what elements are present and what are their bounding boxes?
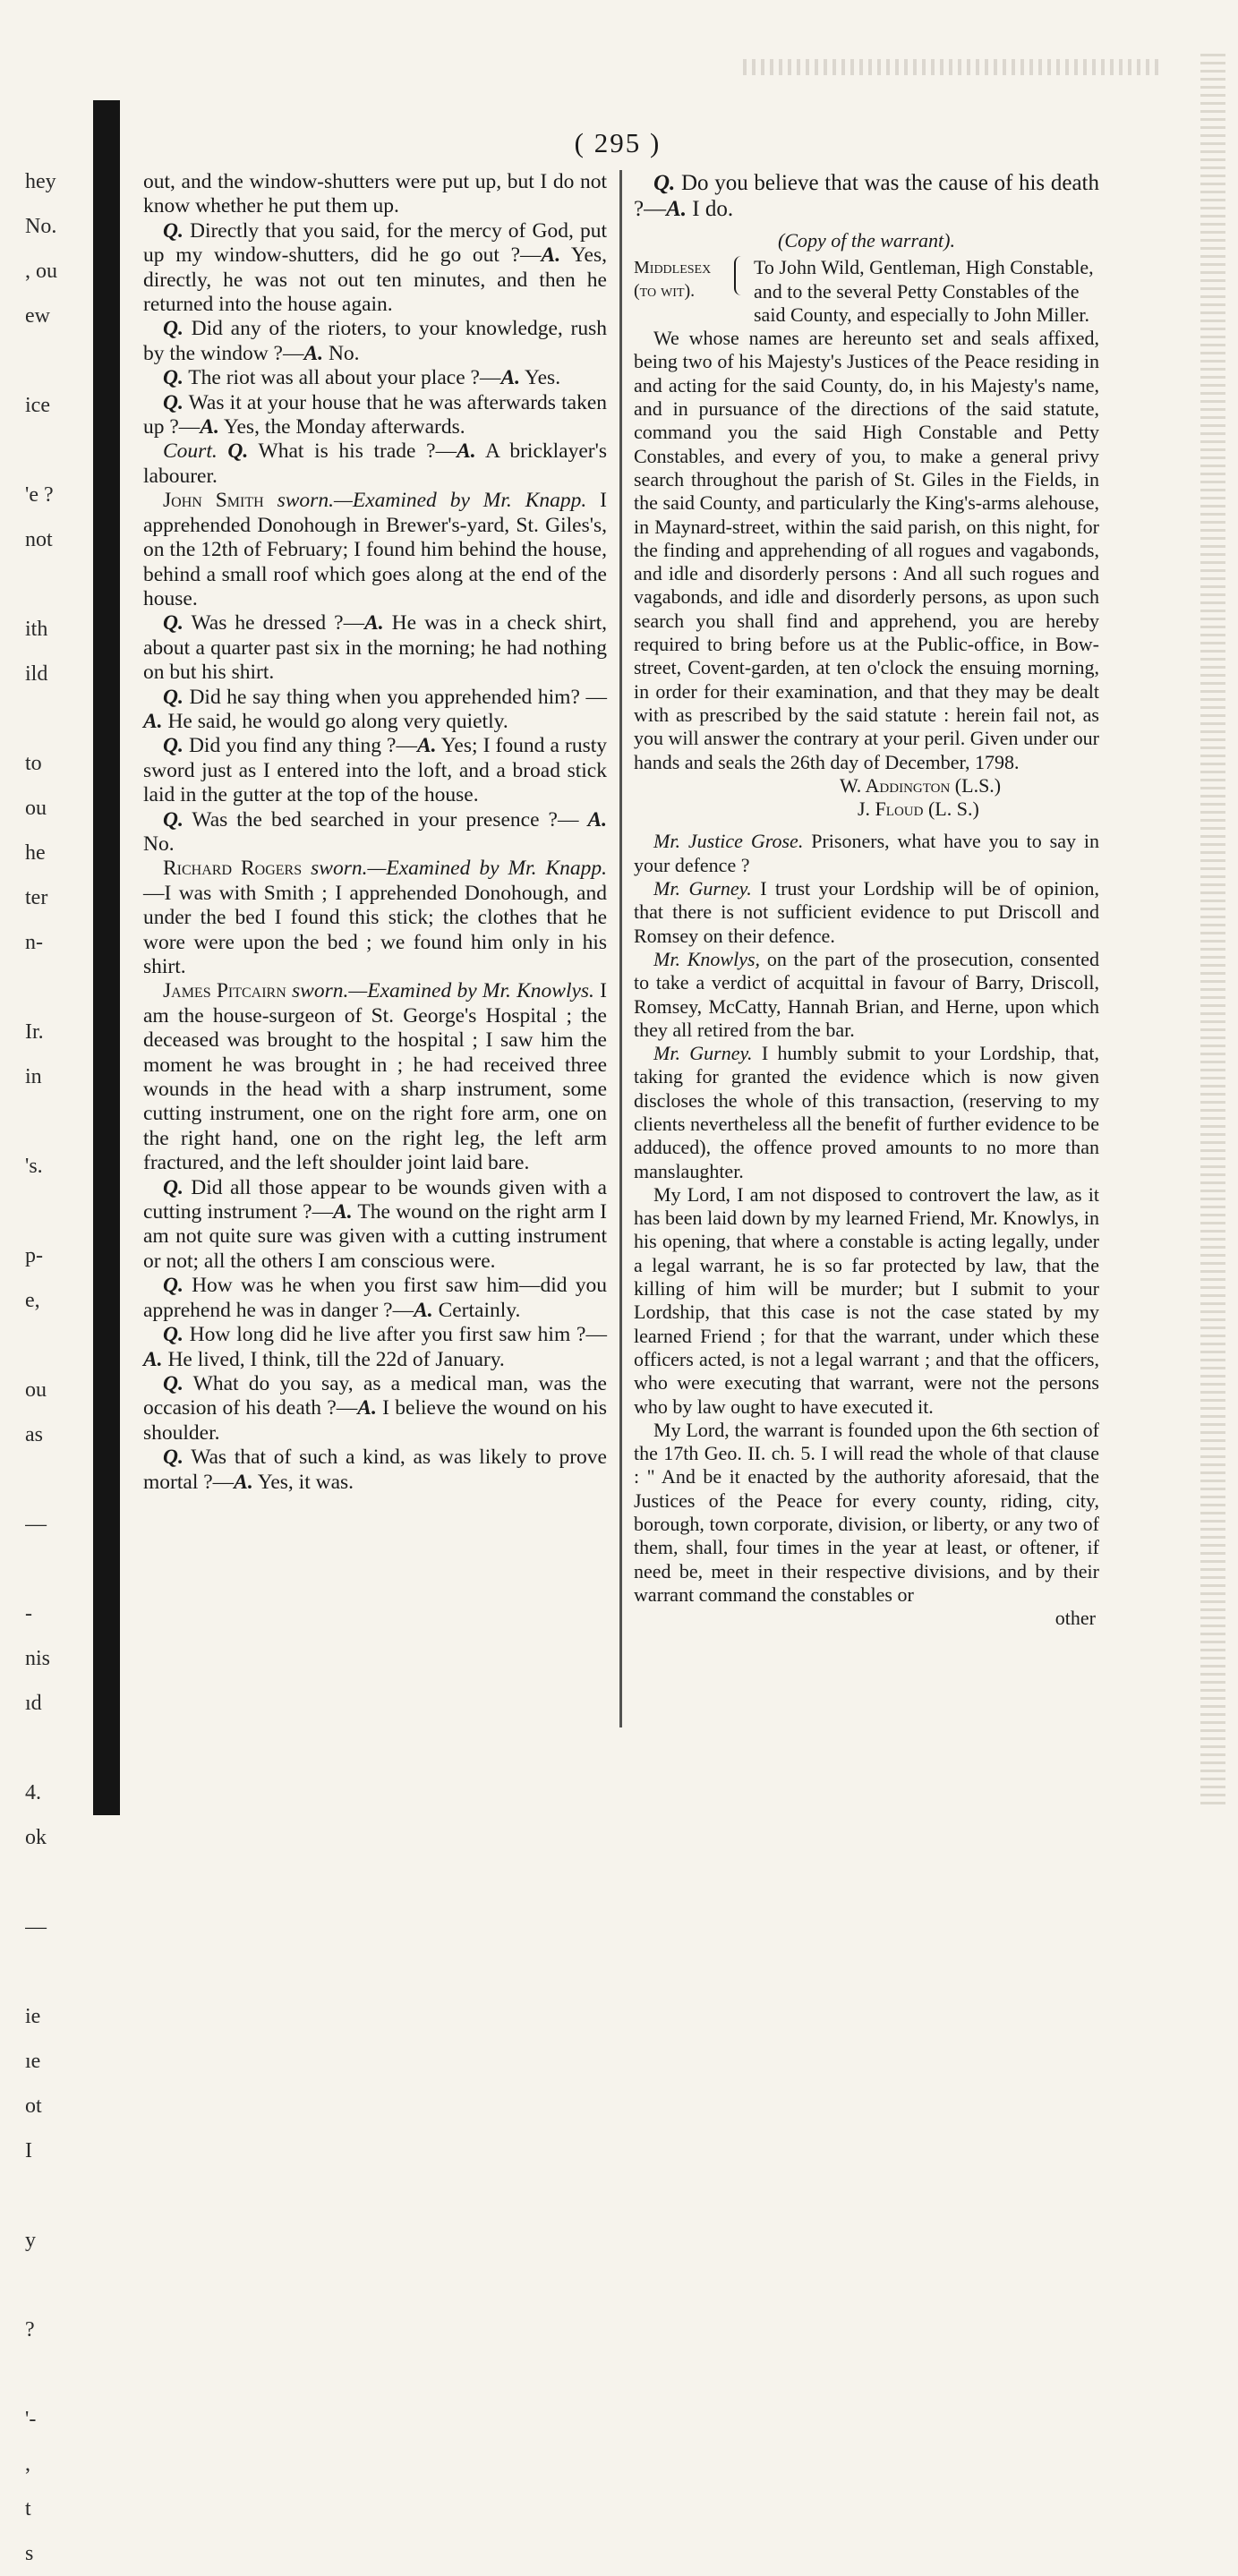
qa-paragraph: Q. The riot was all about your place ?—A. Yes. xyxy=(163,366,561,390)
margin-fragment: p- xyxy=(25,1244,43,1267)
margin-fragment: ot xyxy=(25,2094,42,2118)
scan-speckle xyxy=(743,59,1164,75)
margin-fragment: ou xyxy=(25,1378,47,1402)
witness-paragraph: John Smith sworn.—Examined by Mr. Knapp. I apprehended Donohough in Brewer's-yard, St. Giles's, on the 12th of February; I found him behind the house, behind a small roof which goes along at the end of the house. xyxy=(143,489,608,610)
margin-fragment: ıe xyxy=(25,2050,41,2073)
margin-fragment: - xyxy=(25,1602,32,1625)
margin-fragment xyxy=(25,1189,88,1233)
warrant-addressee: To John Wild, Gentleman, High Constable, and to the several Petty Constables of the said County, and especially to John Miller. xyxy=(754,256,1094,326)
margin-fragment: hey xyxy=(25,170,56,193)
margin-fragment xyxy=(25,428,88,473)
right-column xyxy=(634,170,1099,1631)
signature-addington: W. Addington (L.S.) xyxy=(840,773,1002,797)
margin-fragment xyxy=(25,338,88,383)
margin-fragment xyxy=(25,965,88,1010)
qa-paragraph: Q. Was the bed searched in your presence ?— A. No. xyxy=(143,807,607,856)
qa-paragraph: Q. Was he dressed ?—A. He was in a check shirt, about a quarter past six in the morning; he had nothing on but his shirt. xyxy=(143,611,607,685)
margin-fragment: ew xyxy=(25,304,50,328)
margin-fragment: , xyxy=(25,2452,30,2476)
qa-paragraph: Q. Do you believe that was the cause of his death ?—A. I do. xyxy=(634,171,1099,221)
margin-fragment xyxy=(25,1726,88,1770)
margin-fragment: ou xyxy=(25,797,47,820)
witness-paragraph: James Pitcairn sworn.—Examined by Mr. Knowlys. I am the house-surgeon of St. George's Hospital ; the deceased was brought to the hospital ; I saw him the moment he was brought in ; he had received three wounds in the head with a sharp instrument, some cutting instrument, one on the right fore arm, one on the right hand, one on the right leg, the left arm fractured, and the left shoulder joint laid bare. xyxy=(143,979,607,1175)
speech-paragraph: My Lord, the warrant is founded upon the 6th section of the 17th Geo. II. ch. 5. I will read the whole of that clause : " And be it enacted by the authority aforesaid, that the Justices of the Peace for every county, riding, city, borough, town corporate, division, or liberty, or any two of them, shall, four times in the year at least, or oftener, if need be, meet in their respective divisions, and by their warrant command the constables or xyxy=(634,1418,1099,1606)
margin-fragment: y xyxy=(25,2229,36,2252)
scan-edge xyxy=(1200,54,1225,1808)
margin-fragment: Ir. xyxy=(25,1020,44,1044)
speech-paragraph: Mr. Justice Grose. Prisoners, what have you to say in your defence ? xyxy=(634,830,1099,876)
margin-fragment: ter xyxy=(25,886,48,909)
column-divider xyxy=(619,170,622,1727)
catchword: other xyxy=(1054,1607,1096,1630)
signature-floud: J. Floud (L. S.) xyxy=(858,798,979,821)
margin-fragment xyxy=(25,1860,88,1905)
margin-fragment: ? xyxy=(25,2318,35,2341)
margin-fragment: 's. xyxy=(25,1155,43,1178)
margin-fragment xyxy=(25,1457,88,1502)
margin-fragment: e, xyxy=(25,1289,40,1312)
margin-fragment xyxy=(25,696,88,741)
margin-fragment: 'e ? xyxy=(25,483,54,507)
speech-paragraph: Mr. Gurney. I trust your Lordship will be of opinion, that there is not sufficient evidence to put Driscoll and Romsey on their defence. xyxy=(634,877,1099,947)
margin-fragment: nis xyxy=(25,1647,51,1670)
margin-fragment: No. xyxy=(25,215,57,238)
warrant-county: Middlesex (to wit). xyxy=(634,258,712,302)
witness-paragraph: Richard Rogers sworn.—Examined by Mr. Knapp.—I was with Smith ; I apprehended Donohough, and under the bed I found this stick; the clothes that he wore were upon the bed ; we found him only in his shirt. xyxy=(143,857,608,978)
margin-fragment: ild xyxy=(25,662,48,686)
margin-fragment xyxy=(25,1099,88,1144)
margin-fragment: 4. xyxy=(25,1781,41,1804)
paragraph: out, and the window-shutters were put up, but I do not know whether he put them up. xyxy=(143,170,607,218)
margin-fragment: in xyxy=(25,1065,42,1088)
qa-paragraph: Q. How was he when you first saw him—did you apprehend he was in danger ?—A. Certainly. xyxy=(143,1274,607,1322)
speech-paragraph: Mr. Knowlys, on the part of the prosecution, consented to take a verdict of acquittal in favour of Barry, Driscoll, Romsey, McCatty, Hannah Brian, and Herne, upon which they all retired from the bar. xyxy=(634,947,1099,1041)
left-column xyxy=(143,170,607,1495)
margin-fragment: '- xyxy=(25,2408,37,2431)
margin-fragment: ok xyxy=(25,1826,47,1849)
margin-fragment xyxy=(25,2263,88,2307)
qa-paragraph: Q. Did any of the rioters, to your knowledge, rush by the window ?—A. No. xyxy=(143,317,607,365)
margin-fragment: to xyxy=(25,752,42,775)
margin-fragment: — xyxy=(25,1915,47,1939)
margin-fragment xyxy=(25,2173,88,2218)
page-number: ( 295 ) xyxy=(574,127,662,158)
margin-fragment: t xyxy=(25,2497,31,2521)
margin-fragment: ith xyxy=(25,618,48,641)
margin-fragment xyxy=(25,2352,88,2397)
margin-fragment: — xyxy=(25,1513,47,1536)
qa-paragraph: Court. Q. What is his trade ?—A. A bricklayer's labourer. xyxy=(143,439,607,488)
qa-paragraph: Q. Did he say thing when you apprehended him? —A. He said, he would go along very quietly. xyxy=(143,685,607,733)
qa-paragraph: Q. Did all those appear to be wounds given with a cutting instrument ?—A. The wound on the right arm I am not quite sure was given with a cutting instrument or not; all the others I am conscious were. xyxy=(143,1175,607,1273)
facing-page-fragments xyxy=(25,159,88,2576)
qa-paragraph: Q. What do you say, as a medical man, was the occasion of his death ?—A. I believe the wound on his shoulder. xyxy=(143,1371,607,1445)
brace xyxy=(734,256,748,295)
margin-fragment: ie xyxy=(25,2005,41,2028)
margin-fragment: ıd xyxy=(25,1692,42,1715)
margin-fragment xyxy=(25,1547,88,1591)
speech-paragraph: Mr. Gurney. I humbly submit to your Lordship, that, taking for granted the evidence which is now given discloses the whole of this transaction, (reserving to my clients nevertheless all the benefit of further evidence to be adduced), the offence proved amounts to no more than manslaughter. xyxy=(634,1042,1099,1182)
margin-fragment: s xyxy=(25,2542,34,2565)
warrant-text: We whose names are hereunto set and seals affixed, being two of his Majesty's Justices of the Peace residing in and acting for the said County, do, in his Majesty's name, and in pursuance of the directions of the said statute, command you the said High Constable and Petty Constables, and every of you, to make a general privy search throughout the parish of St. Giles in the Fields, in the said County, and particularly the King's-arms alehouse, in Maynard-street, within the said parish, on this night, for the finding and apprehending of all rogues and vagabonds, and idle and disorderly persons : And all such rogues and vagabonds, and idle and disorderly persons, as upon such search you shall find and apprehend, you are hereby required to bring before us at the Public-office, in Bow-street, Covent-garden, at ten o'clock the ensuing morning, in order for their examination, and that they may be dealt with as prescribed by the said statute : herein fail not, as you will answer the contrary at your peril. Given under our hands and seals the 26th day of December, 1798. xyxy=(634,327,1099,773)
qa-paragraph: Q. Was that of such a kind, as was likely to prove mortal ?—A. Yes, it was. xyxy=(143,1446,607,1494)
margin-fragment xyxy=(25,1323,88,1368)
margin-fragment: he xyxy=(25,841,46,865)
margin-fragment: I xyxy=(25,2139,32,2162)
speech-paragraph: My Lord, I am not disposed to controvert the law, as it has been laid down by my learned Friend, Mr. Knowlys, in his opening, that where a constable is acting legally, under a legal warrant, he is so far protected by law, that the killing of him will be murder; but I submit to your Lordship, that this case is not the case stated by my learned Friend ; for that the warrant, under which these officers acted, is not a legal warrant ; and that the officers, who were executing that warrant, were not the persons who by law ought to have executed it. xyxy=(634,1182,1099,1418)
warrant-heading xyxy=(634,256,1099,327)
margin-fragment: , ou xyxy=(25,260,57,283)
margin-fragment xyxy=(25,562,88,607)
margin-fragment: as xyxy=(25,1423,43,1446)
margin-fragment: n- xyxy=(25,931,43,954)
qa-paragraph: Q. Directly that you said, for the mercy of God, put up my window-shutters, did he go out ?—A. Yes, directly, he was not out ten minutes, and then he returned into the house again. xyxy=(143,218,607,317)
qa-paragraph: Q. Did you find any thing ?—A. Yes; I found a rusty sword just as I entered into the loft, and a broad stick laid in the gutter at the top of the house. xyxy=(143,734,607,807)
warrant-title: (Copy of the warrant). xyxy=(778,229,955,252)
binding-shadow xyxy=(93,100,120,1815)
margin-fragment xyxy=(25,1949,88,1994)
qa-paragraph: Q. How long did he live after you first saw him ?—A. He lived, I think, till the 22d of January. xyxy=(143,1323,607,1371)
margin-fragment: not xyxy=(25,528,53,551)
margin-fragment: ice xyxy=(25,394,50,417)
qa-paragraph: Q. Was it at your house that he was afterwards taken up ?—A. Yes, the Monday afterwards. xyxy=(143,390,607,439)
